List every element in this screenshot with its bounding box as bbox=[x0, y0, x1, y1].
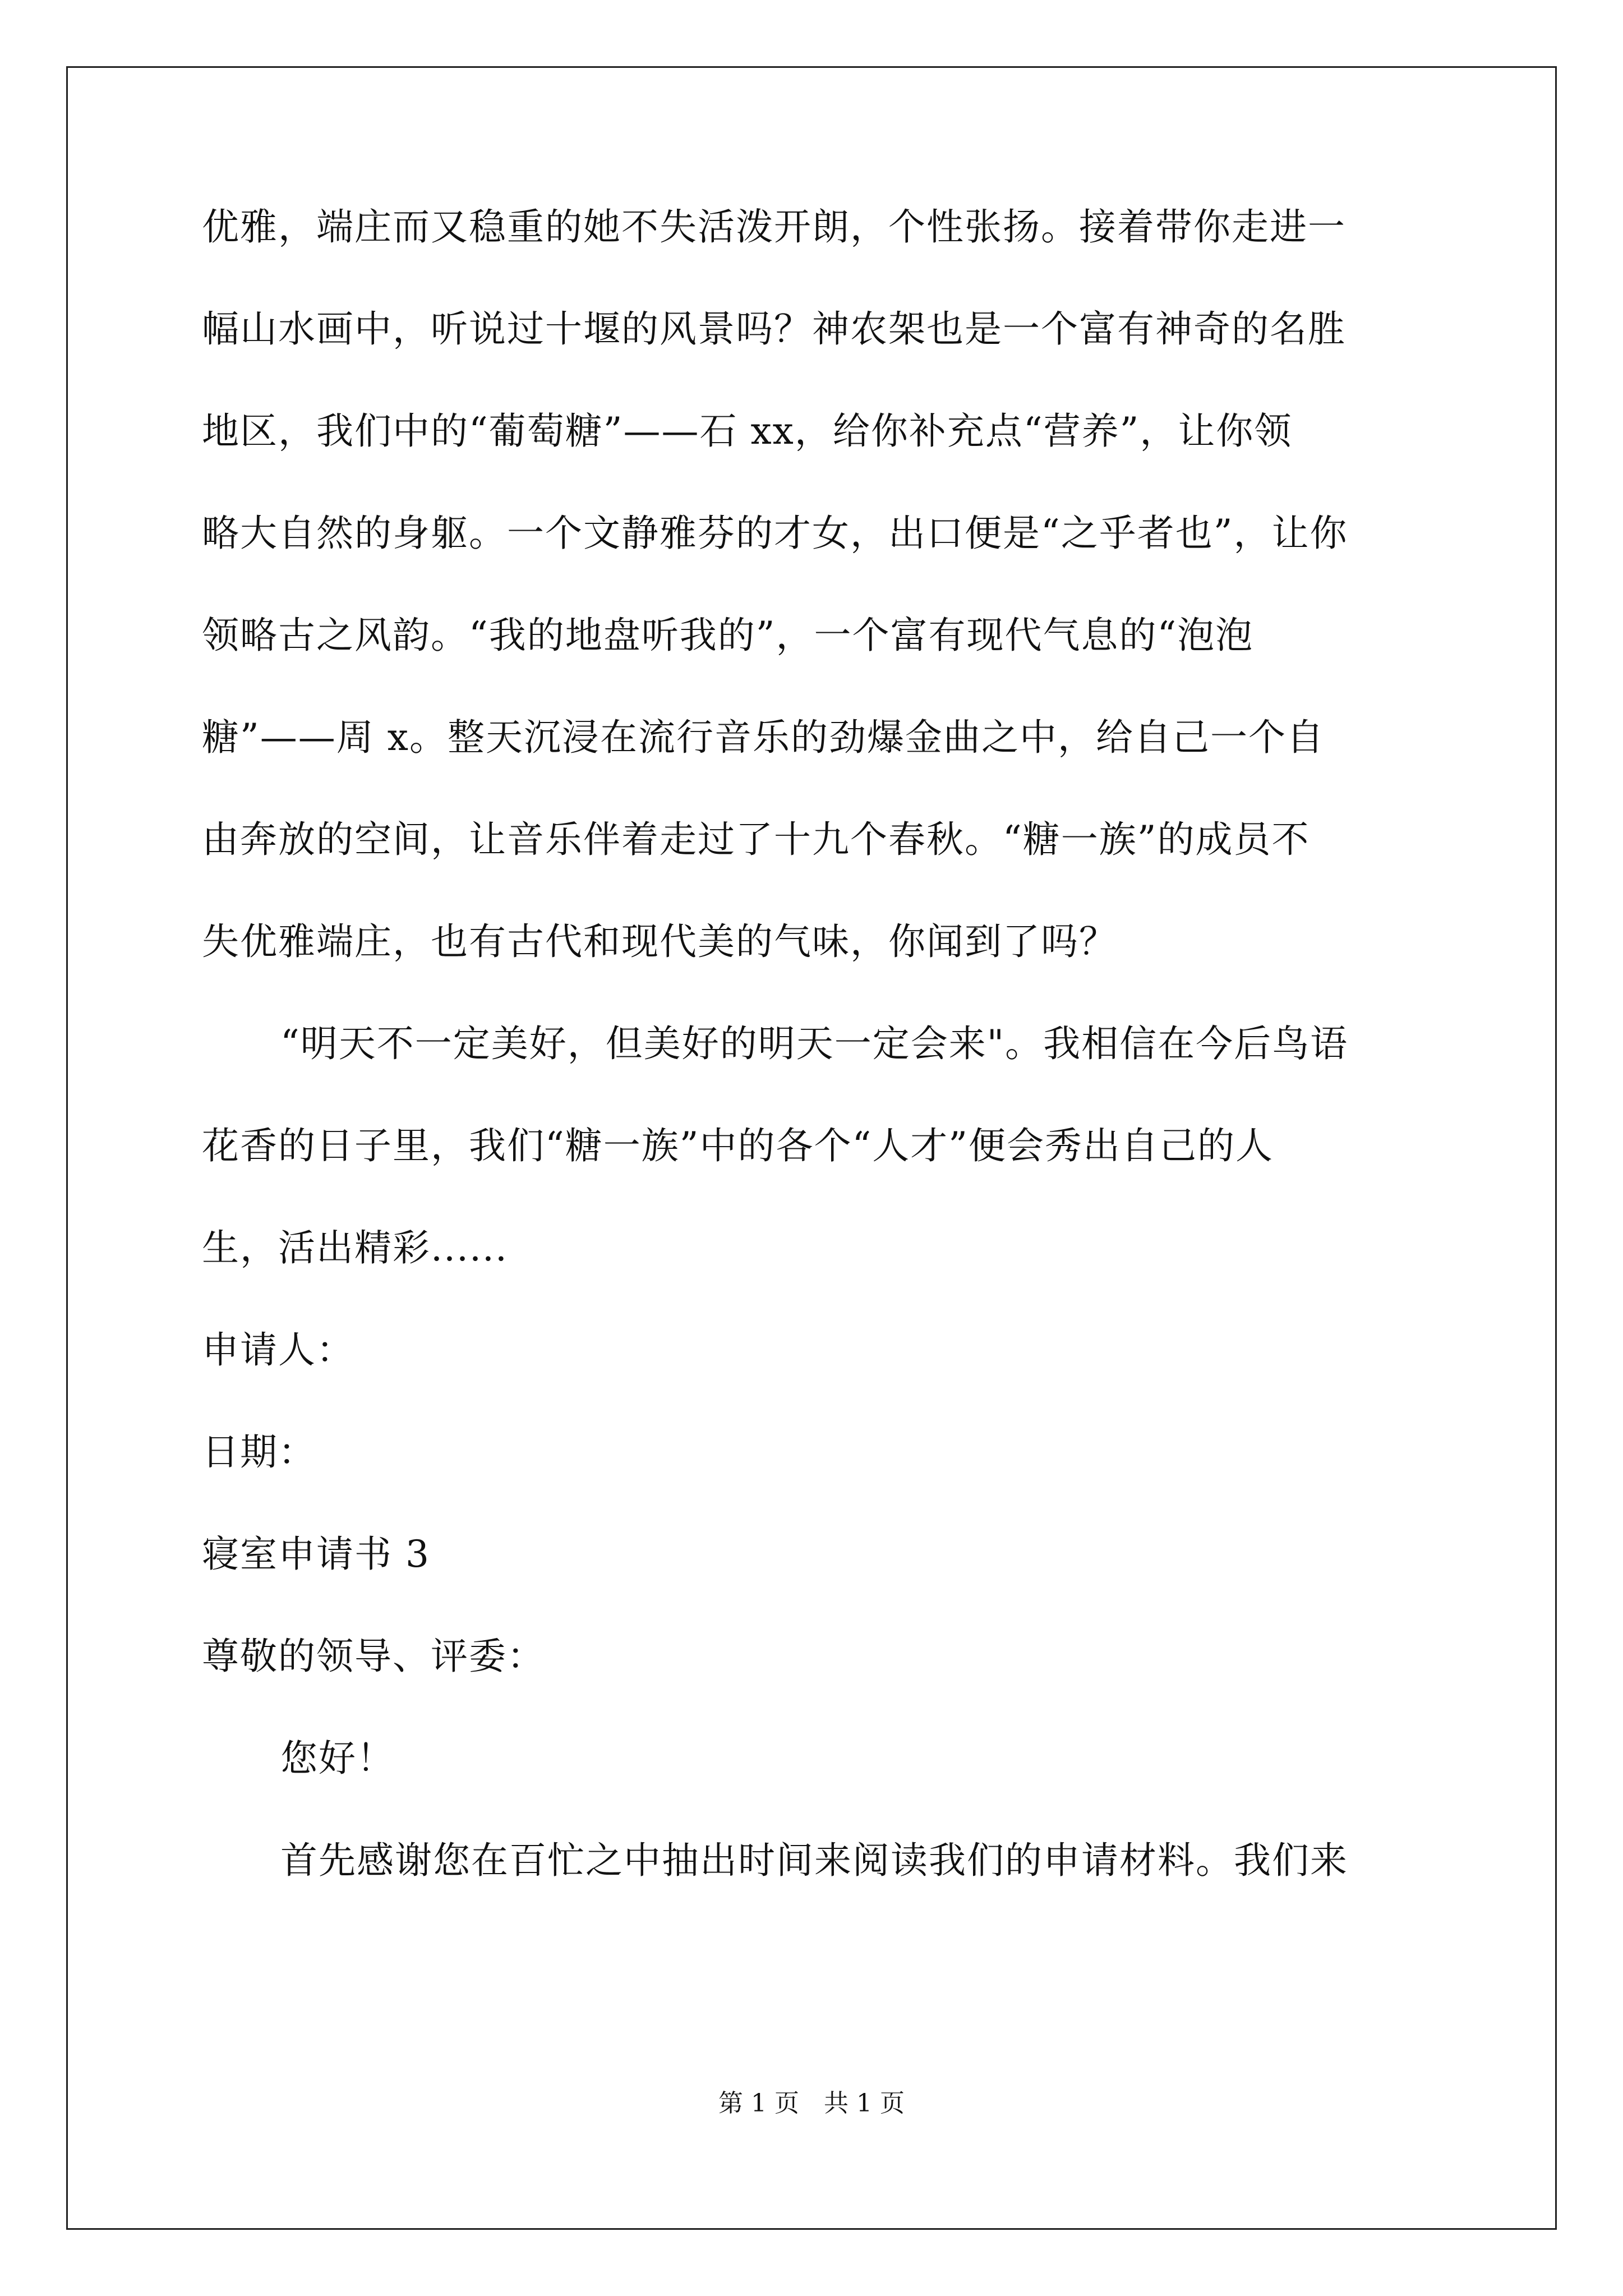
body-line: 幅山水画中，听说过十堰的风景吗？神农架也是一个富有神奇的名胜 bbox=[202, 307, 1346, 351]
body-line: 糖”——周 x。整天沉浸在流行音乐的劲爆金曲之中，给自己一个自 bbox=[202, 716, 1325, 759]
paragraph-first-line: 首先感谢您在百忙之中抽出时间来阅读我们的申请材料。我们来 bbox=[280, 1839, 1348, 1882]
body-line: 花香的日子里，我们“糖一族”中的各个“人才”便会秀出自己的人 bbox=[202, 1124, 1274, 1167]
body-line: 优雅，端庄而又稳重的她不失活泼开朗，个性张扬。接着带你走进一 bbox=[202, 205, 1346, 249]
body-line: 领略古之风韵。“我的地盘听我的”，一个富有现代气息的“泡泡 bbox=[202, 614, 1254, 657]
greeting: 您好！ bbox=[280, 1737, 395, 1780]
body-line: 由奔放的空间，让音乐伴着走过了十九个春秋。“糖一族”的成员不 bbox=[202, 818, 1310, 861]
section-title: 寝室申请书 3 bbox=[202, 1533, 430, 1576]
applicant-label: 申请人： bbox=[202, 1328, 354, 1372]
body-line: 地区，我们中的“葡萄糖”——石 xx，给你补充点“营养”，让你领 bbox=[202, 409, 1293, 453]
body-line: 略大自然的身躯。一个文静雅芬的才女，出口便是“之乎者也”，让你 bbox=[202, 512, 1348, 555]
body-line: 失优雅端庄，也有古代和现代美的气味，你闻到了吗？ bbox=[202, 920, 1117, 963]
salutation: 尊敬的领导、评委： bbox=[202, 1635, 545, 1678]
page-footer: 第 1 页 共 1 页 bbox=[718, 2089, 905, 2118]
date-label: 日期： bbox=[202, 1430, 316, 1474]
paragraph-first-line: “明天不一定美好，但美好的明天一定会来"。我相信在今后鸟语 bbox=[280, 1022, 1349, 1065]
body-line: 生，活出精彩...... bbox=[202, 1226, 508, 1269]
